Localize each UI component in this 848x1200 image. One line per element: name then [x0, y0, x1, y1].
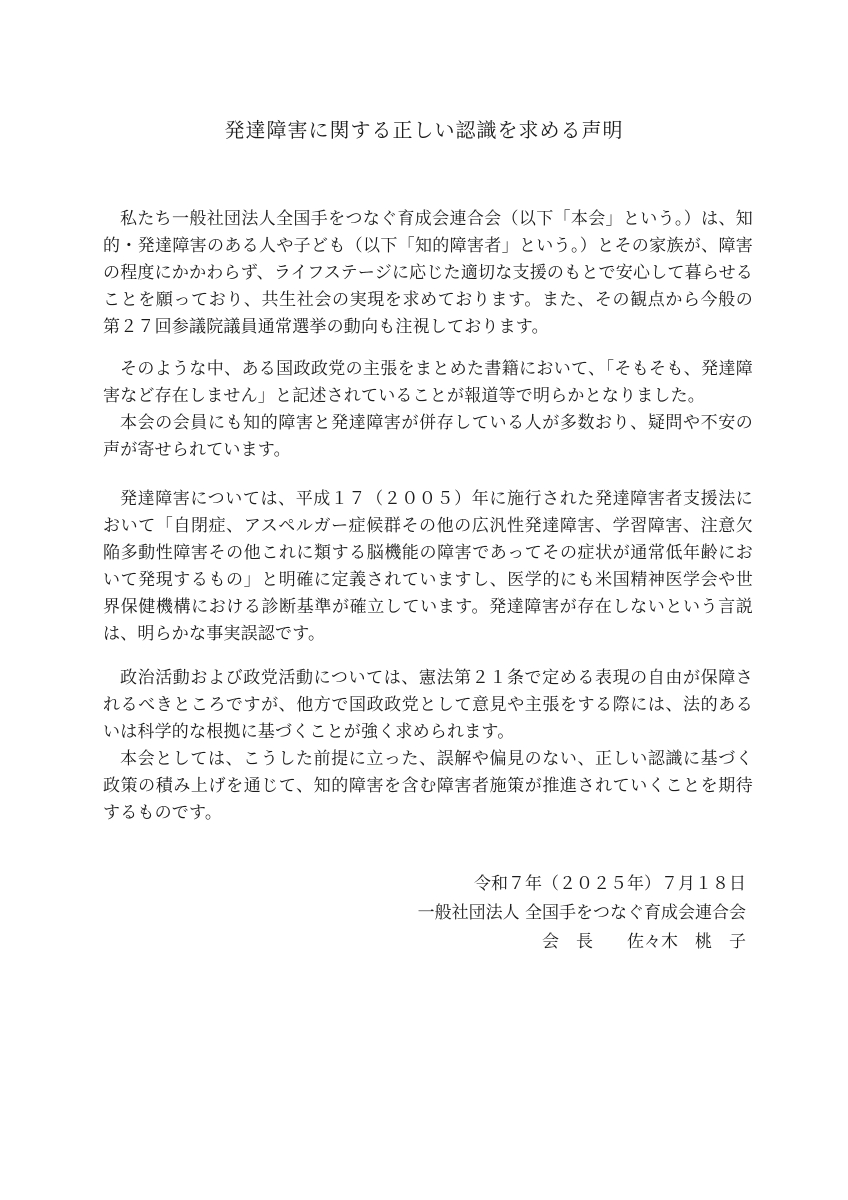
statement-title: 発達障害に関する正しい認識を求める声明	[224, 118, 624, 142]
paragraph-expectation: 本会としては、こうした前提に立った、誤解や偏見のない、正しい認識に基づく政策の積み上げを通じて、知的障害を含む障害者施策が推進されていくことを期待するものです。	[103, 749, 753, 823]
paragraph-political-activity: 政治活動および政党活動については、憲法第２１条で定める表現の自由が保障されるべきところですが、他方で国政政党として意見や主張をする際には、法的あるいは科学的な根拠に基づくことが強く求められます。	[103, 668, 753, 742]
paragraph-group-4	[103, 665, 753, 827]
paragraph-intro: 私たち一般社団法人全国手をつなぐ育成会連合会（以下「本会」という。）は、知的・発達障害のある人や子ども（以下「知的障害者」という。）とその家族が、障害の程度にかかわらず、ライフステージに応じた適切な支援のもとで安心して暮らせることを願っており、共生社会の実現を求めております。また、その観点から今般の第２７回参議院議員通常選挙の動向も注視しております。	[103, 209, 753, 337]
signature-chair: 会 長 佐々木 桃 子	[542, 932, 746, 952]
signature-date: 令和７年（２０２５年）７月１８日	[474, 874, 746, 894]
paragraph-group-1	[103, 206, 753, 341]
signature-block	[418, 870, 746, 957]
paragraph-member-concerns: 本会の会員にも知的障害と発達障害が併存している人が多数おり、疑問や不安の声が寄せられています。	[103, 413, 753, 460]
paragraph-group-3	[103, 486, 753, 648]
signature-organization: 一般社団法人 全国手をつなぐ育成会連合会	[417, 903, 746, 923]
paragraph-legal-definition: 発達障害については、平成１７（２００５）年に施行された発達障害者支援法において「自閉症、アスペルガー症候群その他の広汎性発達障害、学習障害、注意欠陥多動性障害その他これに類する脳機能の障害であってその症状が通常低年齢において発現するもの」と明確に定義されていますし、医学的にも米国精神医学会や世界保健機構における診断基準が確立しています。発達障害が存在しないという言説は、明らかな事実誤認です。	[103, 489, 753, 644]
paragraph-book-claim: そのような中、ある国政政党の主張をまとめた書籍において、「そもそも、発達障害など存在しません」と記述されていることが報道等で明らかとなりました。	[103, 359, 753, 406]
paragraph-group-2	[103, 356, 753, 464]
